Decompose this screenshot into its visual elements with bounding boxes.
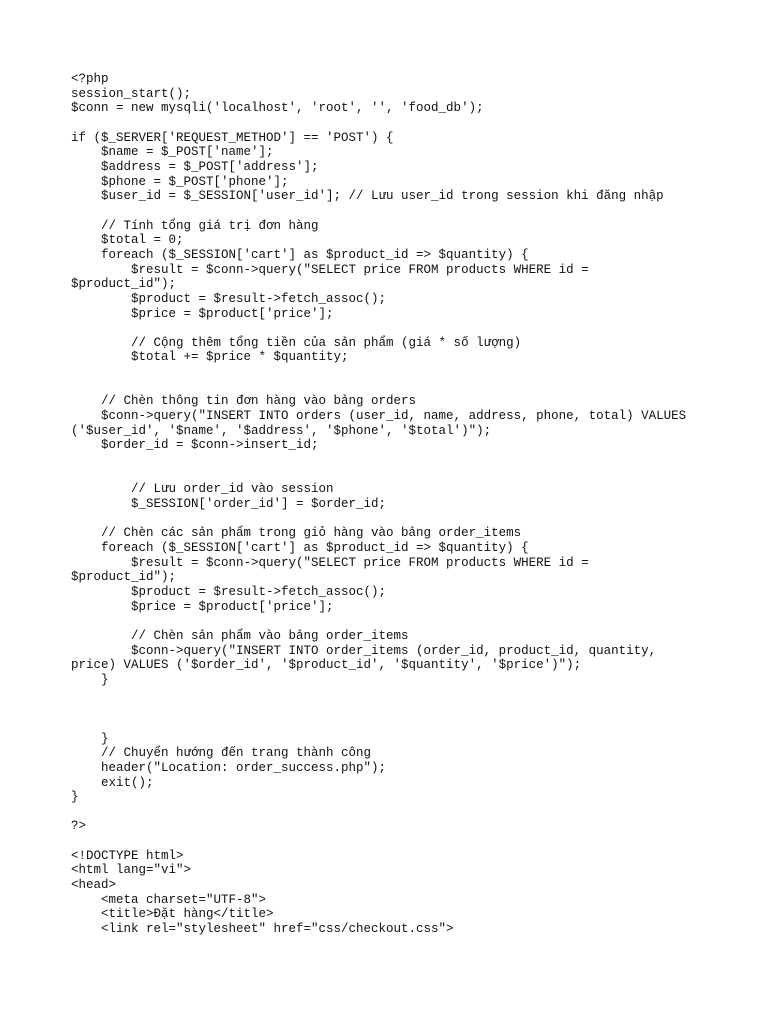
code-line: foreach ($_SESSION['cart'] as $product_id => $quantity) {: [71, 247, 529, 262]
code-line: ?>: [71, 819, 87, 834]
code-line: // Chèn các sản phẩm trong giỏ hàng vào bảng order_items: [71, 526, 522, 541]
code-line: $order_id = $conn->insert_id;: [71, 438, 319, 453]
code-line: header("Location: order_success.php");: [71, 760, 387, 775]
code-line: $conn->query("INSERT INTO order_items (order_id, product_id, quantity,: [71, 643, 657, 658]
code-line: $product_id");: [71, 277, 177, 292]
code-line: // Chuyển hướng đến trang thành công: [71, 746, 372, 761]
code-line: // Cộng thêm tổng tiền của sản phẩm (giá * số lượng): [71, 335, 522, 350]
code-line: $price = $product['price'];: [71, 599, 334, 614]
code-line: $name = $_POST['name'];: [71, 145, 274, 160]
code-line: price) VALUES ('$order_id', '$product_id', '$quantity', '$price')");: [71, 658, 582, 673]
code-line: <!DOCTYPE html>: [71, 848, 184, 863]
code-line: [71, 321, 731, 336]
code-line: $conn = new mysqli('localhost', 'root', '', 'food_db');: [71, 101, 484, 116]
code-line: // Tính tổng giá trị đơn hàng: [71, 218, 319, 233]
code-line: $_SESSION['order_id'] = $order_id;: [71, 497, 387, 512]
code-line: // Lưu order_id vào session: [71, 482, 334, 497]
code-line: [71, 614, 731, 629]
code-line: $user_id = $_SESSION['user_id']; // Lưu user_id trong session khi đăng nhập: [71, 189, 664, 204]
code-line: $product = $result->fetch_assoc();: [71, 291, 387, 306]
code-line: // Chèn sản phẩm vào bảng order_items: [71, 628, 409, 643]
php-code-block: [71, 72, 731, 937]
code-line: [71, 512, 731, 527]
code-line: $product = $result->fetch_assoc();: [71, 584, 387, 599]
code-line: <html lang="vi">: [71, 863, 192, 878]
code-line: [71, 834, 731, 849]
code-line: $phone = $_POST['phone'];: [71, 174, 289, 189]
code-line: <head>: [71, 878, 117, 893]
code-line: }: [71, 672, 109, 687]
code-line: foreach ($_SESSION['cart'] as $product_id => $quantity) {: [71, 541, 529, 555]
code-line: [71, 468, 731, 483]
code-line: <link rel="stylesheet" href="css/checkout.css">: [71, 922, 454, 937]
code-line: [71, 204, 731, 219]
code-line: }: [71, 731, 109, 746]
code-line: [71, 702, 731, 717]
code-line: ('$user_id', '$name', '$address', '$phone', '$total')");: [71, 423, 492, 438]
code-line: $address = $_POST['address'];: [71, 159, 319, 174]
code-line: session_start();: [71, 86, 192, 101]
code-line: $result = $conn->query("SELECT price FROM products WHERE id =: [71, 555, 589, 570]
code-line: $result = $conn->query("SELECT price FROM products WHERE id =: [71, 262, 589, 277]
code-line: // Chèn thông tin đơn hàng vào bảng orders: [71, 394, 417, 409]
code-line: $conn->query("INSERT INTO orders (user_id, name, address, phone, total) VALUES: [71, 409, 687, 424]
code-line: $total = 0;: [71, 233, 184, 248]
code-line: }: [71, 790, 79, 805]
code-line: exit();: [71, 775, 154, 790]
code-line: $product_id");: [71, 570, 177, 585]
code-line: [71, 380, 731, 395]
code-line: if ($_SERVER['REQUEST_METHOD'] == 'POST') {: [71, 130, 394, 145]
code-line: [71, 688, 731, 703]
code-line: [71, 365, 731, 380]
code-line: $total += $price * $quantity;: [71, 350, 349, 365]
code-line: [71, 717, 731, 732]
code-line: [71, 116, 731, 131]
code-line: [71, 805, 731, 820]
code-line: $price = $product['price'];: [71, 306, 334, 321]
code-line: <meta charset="UTF-8">: [71, 892, 267, 907]
code-line: <?php: [71, 72, 109, 86]
code-line: <title>Đặt hàng</title>: [71, 907, 274, 922]
code-line: [71, 453, 731, 468]
